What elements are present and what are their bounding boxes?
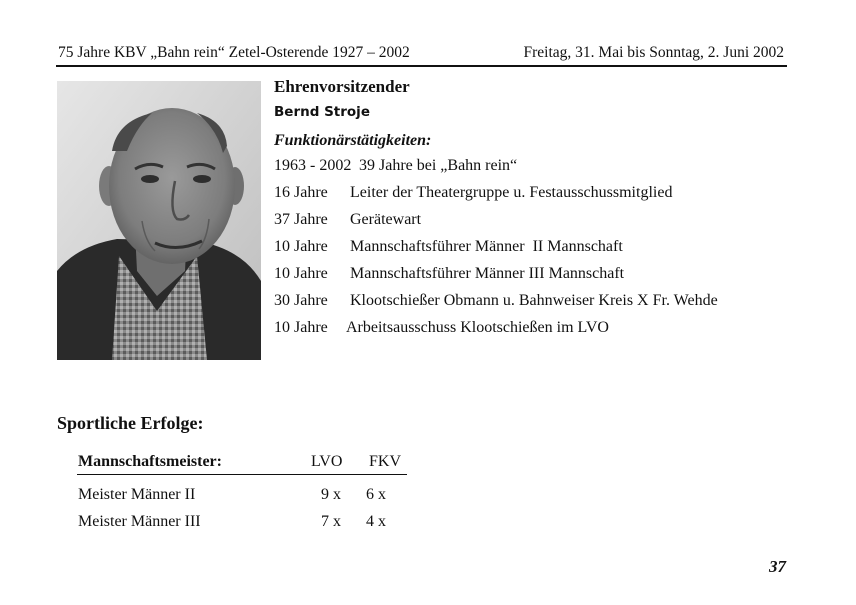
cell-fkv: 6 x	[366, 486, 386, 503]
table-row	[77, 511, 407, 538]
activity-years: 37 Jahre	[274, 211, 328, 228]
activity-years: 30 Jahre	[274, 292, 328, 309]
cell-team: Meister Männer III	[78, 513, 201, 530]
sport-heading: Sportliche Erfolge:	[57, 413, 204, 433]
activity-years: 10 Jahre	[274, 238, 328, 255]
activity-item	[274, 209, 718, 236]
activity-item	[274, 317, 718, 344]
header-publication-title: 75 Jahre KBV „Bahn rein“ Zetel-Osterende 1927 – 2002	[58, 44, 410, 61]
activity-description: Mannschaftsführer Männer II Mannschaft	[350, 238, 623, 255]
activity-description: Mannschaftsführer Männer III Mannschaft	[350, 265, 625, 282]
cell-fkv: 4 x	[366, 513, 386, 530]
activity-years: 1963 - 2002	[274, 157, 352, 174]
activity-description: Gerätewart	[350, 211, 422, 228]
activity-description: Arbeitsausschuss Klootschießen im LVO	[346, 319, 609, 336]
activity-description: Leiter der Theatergruppe u. Festausschussmitglied	[350, 184, 673, 201]
profile-title: Ehrenvorsitzender	[274, 77, 410, 96]
activity-item	[274, 290, 718, 317]
cell-lvo: 9 x	[321, 486, 341, 503]
page-header	[56, 42, 786, 66]
activity-years: 10 Jahre	[274, 319, 328, 336]
functions-heading: Funktionärstätigkeiten:	[274, 132, 432, 149]
activities-list	[274, 155, 718, 344]
activity-years: 10 Jahre	[274, 265, 328, 282]
championship-table	[77, 452, 407, 530]
table-header	[77, 452, 407, 475]
portrait-photo	[57, 81, 261, 360]
header-rule	[56, 65, 787, 67]
profile-name: Bernd Stroje	[274, 104, 370, 120]
cell-team: Meister Männer II	[78, 486, 196, 503]
column-header-fkv: FKV	[369, 453, 402, 470]
activity-description: Klootschießer Obmann u. Bahnweiser Kreis X Fr. Wehde	[350, 292, 718, 309]
activity-item	[274, 236, 718, 263]
activity-years: 16 Jahre	[274, 184, 328, 201]
column-header-lvo: LVO	[311, 453, 343, 470]
activity-item	[274, 155, 718, 182]
table-row	[77, 484, 407, 511]
page-number: 37	[769, 557, 786, 576]
column-header-team: Mannschaftsmeister:	[78, 453, 222, 470]
activity-item	[274, 263, 718, 290]
header-event-dates: Freitag, 31. Mai bis Sonntag, 2. Juni 2002	[523, 44, 784, 61]
activity-description: 39 Jahre bei „Bahn rein“	[359, 157, 518, 174]
activity-item	[274, 182, 718, 209]
cell-lvo: 7 x	[321, 513, 341, 530]
